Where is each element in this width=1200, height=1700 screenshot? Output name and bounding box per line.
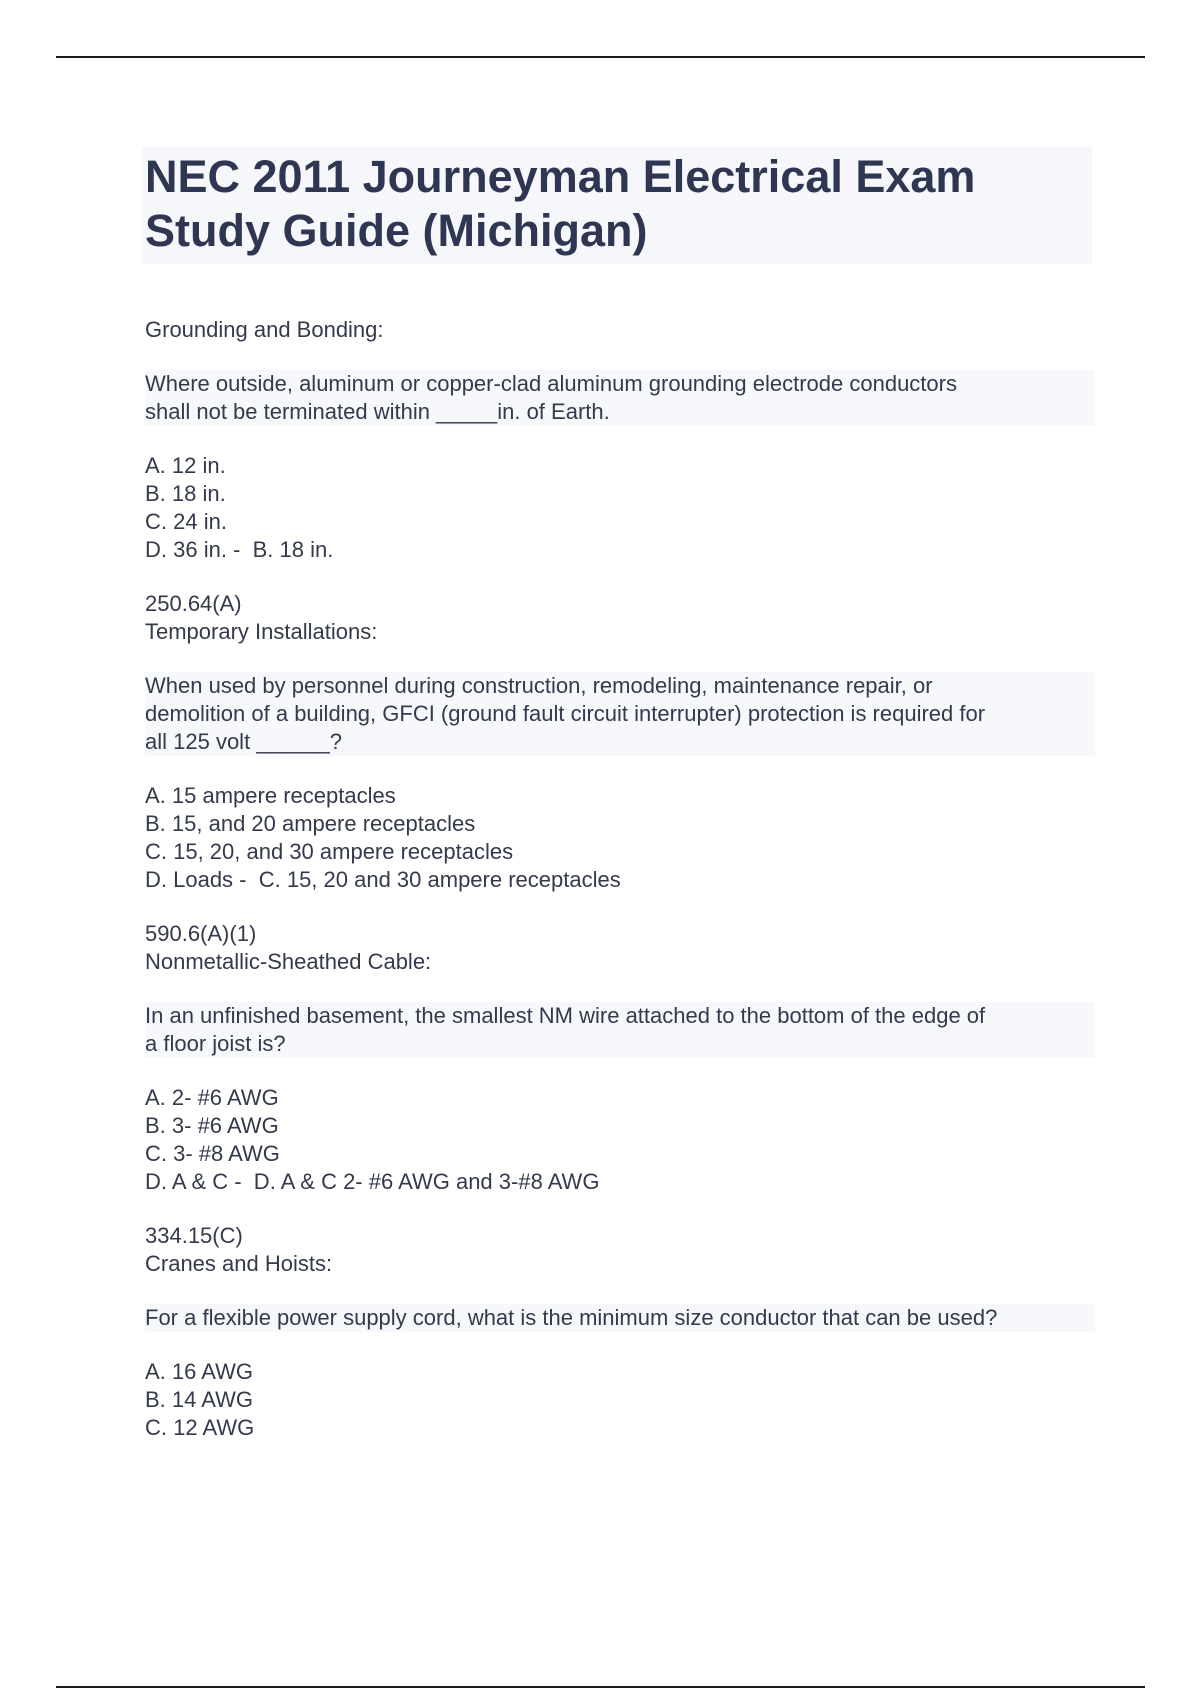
question-cranes-hoists (145, 1278, 1095, 1442)
code-reference: 334.15(C) (145, 1223, 243, 1248)
answer-options (145, 1358, 1095, 1442)
question-line: demolition of a building, GFCI (ground fault circuit interrupter) protection is required for (145, 701, 986, 726)
question-line: a floor joist is? (145, 1031, 286, 1056)
question-text (145, 672, 1095, 756)
topic-text: Temporary Installations: (145, 619, 378, 644)
topic-text: Nonmetallic-Sheathed Cable: (145, 949, 432, 974)
option: B. 3- #6 AWG (145, 1113, 279, 1138)
option: A. 12 in. (145, 453, 226, 478)
option: C. 3- #8 AWG (145, 1141, 280, 1166)
question-line: shall not be terminated within _____in. of Earth. (145, 399, 610, 424)
option: B. 15, and 20 ampere receptacles (145, 811, 476, 836)
question-grounding (145, 316, 1095, 646)
question-text (145, 370, 1095, 426)
question-nm-cable (145, 976, 1095, 1278)
option: C. 24 in. (145, 509, 227, 534)
question-line: For a flexible power supply cord, what is the minimum size conductor that can be used? (145, 1305, 998, 1330)
option: A. 2- #6 AWG (145, 1085, 279, 1110)
option: B. 18 in. (145, 481, 226, 506)
option: D. A & C - D. A & C 2- #6 AWG and 3-#8 AWG (145, 1169, 600, 1194)
question-line: Where outside, aluminum or copper-clad aluminum grounding electrode conductors (145, 371, 957, 396)
option: C. 15, 20, and 30 ampere receptacles (145, 839, 514, 864)
question-temporary-installations (145, 646, 1095, 976)
question-line: In an unfinished basement, the smallest NM wire attached to the bottom of the edge of (145, 1003, 986, 1028)
option: D. Loads - C. 15, 20 and 30 ampere receptacles (145, 867, 621, 892)
document-title (145, 150, 1086, 258)
answer-options (145, 782, 1095, 894)
topic-text: Cranes and Hoists: (145, 1251, 333, 1276)
code-reference: 590.6(A)(1) (145, 921, 257, 946)
question-text (145, 1304, 1095, 1332)
question-text (145, 1002, 1095, 1058)
answer-options (145, 452, 1095, 564)
title-line: NEC 2011 Journeyman Electrical Exam (145, 151, 976, 202)
reference-and-next-topic (145, 920, 1095, 976)
reference-and-next-topic (145, 590, 1095, 646)
topic-heading (145, 316, 1095, 344)
answer-options (145, 1084, 1095, 1196)
option: A. 16 AWG (145, 1359, 254, 1384)
topic-text: Grounding and Bonding: (145, 317, 384, 342)
title-block (142, 146, 1092, 264)
bottom-rule (56, 1686, 1145, 1688)
option: B. 14 AWG (145, 1387, 254, 1412)
question-line: all 125 volt ______? (145, 729, 342, 754)
reference-and-next-topic (145, 1222, 1095, 1278)
title-line: Study Guide (Michigan) (145, 205, 648, 256)
document-body (145, 146, 1095, 1442)
question-line: When used by personnel during construction, remodeling, maintenance repair, or (145, 673, 933, 698)
option: A. 15 ampere receptacles (145, 783, 396, 808)
code-reference: 250.64(A) (145, 591, 242, 616)
top-rule (56, 56, 1145, 58)
option: D. 36 in. - B. 18 in. (145, 537, 334, 562)
option: C. 12 AWG (145, 1415, 255, 1440)
